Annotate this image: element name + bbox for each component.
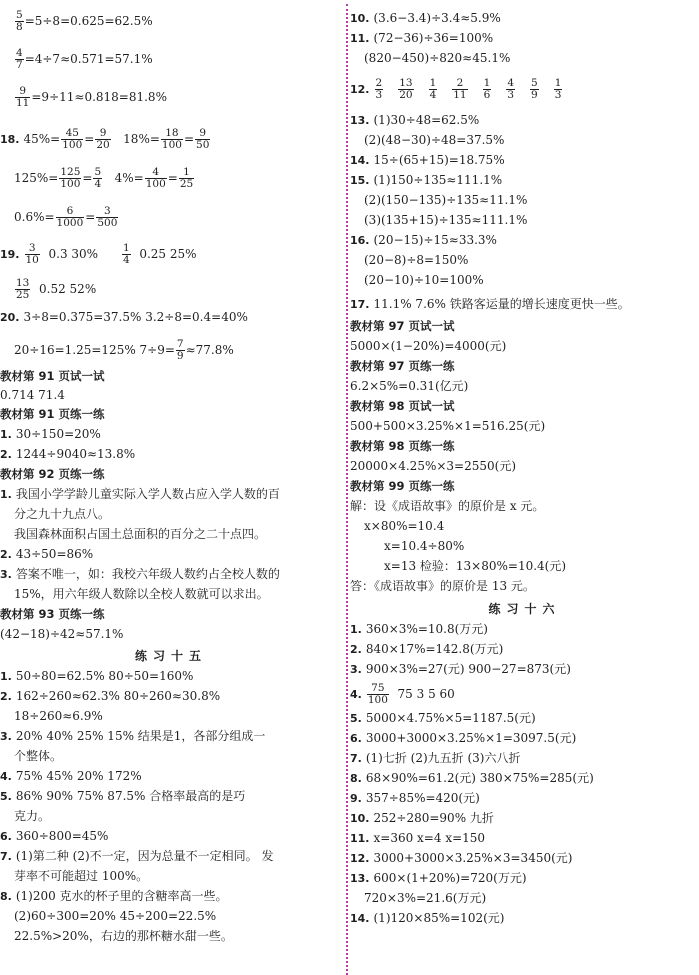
answer-line: x=13 检验：13×80%=10.4(元) xyxy=(384,559,567,573)
answer-line: 2. 162÷260≈62.3% 80÷260≈30.8% xyxy=(0,689,221,703)
answer-line: 8. 68×90%=61.2(元) 380×75%=285(元) xyxy=(350,771,594,785)
answer-line: 9. 357÷85%=420(元) xyxy=(350,791,480,805)
answer-line: 8. (1)200 克水的杯子里的含糖率高一些。 xyxy=(0,889,228,903)
fraction: $\frac{1}{3}$ xyxy=(554,77,562,101)
answer-line: 解：设《成语故事》的原价是 x 元。 xyxy=(350,499,545,513)
answer-line: 芽率不可能超过 100%。 xyxy=(14,869,149,883)
answer-line: x×80%=10.4 xyxy=(364,519,445,533)
section-heading: 教材第 98 页练一练 xyxy=(350,439,455,453)
answer-line: x=10.4÷80% xyxy=(384,539,465,553)
fraction: $\frac{4}{7}$ xyxy=(16,47,23,71)
section-heading: 教材第 91 页练一练 xyxy=(0,407,105,421)
answer-line: $\frac{4}{7}$ =4÷7≈0.571=57.1% xyxy=(16,47,153,71)
answer-line: 4. $\frac{75}{100}$ 75 3 5 60 xyxy=(350,682,455,706)
question-20: 20. 3÷8=0.375=37.5% 3.2÷8=0.4=40% xyxy=(0,310,248,324)
fraction: $\frac{1}{4}$ xyxy=(429,77,437,101)
answer-line: $\frac{5}{8}$ =5÷8=0.625=62.5% xyxy=(16,9,153,33)
answer-line: (3)(135+15)÷135≈111.1% xyxy=(364,213,528,227)
answer-line: 6. 3000+3000×3.25%×1=3097.5(元) xyxy=(350,731,577,745)
answer-line: 1. 我国小学学龄儿童实际入学人数占应入学人数的百 xyxy=(0,487,280,501)
fraction: $\frac{2}{3}$ xyxy=(375,77,383,101)
answer-line: 个整体。 xyxy=(14,749,63,763)
section-heading: 教材第 98 页试一试 xyxy=(350,399,455,413)
answer-line: 14. (1)120×85%=102(元) xyxy=(350,911,505,925)
answer-line: 3. 20% 40% 25% 15% 结果是1，各部分组成一 xyxy=(0,729,266,743)
answer-line: (2)(48−30)÷48=37.5% xyxy=(364,133,505,147)
answer-line: 11. x=360 x=4 x=150 xyxy=(350,831,486,845)
answer-line: 答：《成语故事》的原价是 13 元。 xyxy=(350,579,535,593)
answer-line: (2)60÷300=20% 45÷200=22.5% xyxy=(14,909,217,923)
section-heading: 教材第 93 页练一练 xyxy=(0,607,105,621)
section-heading: 教材第 91 页试一试 xyxy=(0,369,105,383)
fraction: $\frac{5}{9}$ xyxy=(531,77,538,101)
answer-line: 5. 5000×4.75%×5=1187.5(元) xyxy=(350,711,536,725)
answer-line: (42−18)÷42≈57.1% xyxy=(0,627,124,641)
answer-line: 500+500×3.25%×1=516.25(元) xyxy=(350,419,546,433)
answer-line: 11. (72−36)÷36=100% xyxy=(350,31,494,45)
fraction: $\frac{2}{11}$ xyxy=(453,77,467,101)
answer-line: 1. 360×3%=10.8(万元) xyxy=(350,622,488,636)
answer-line: 3. 答案不唯一，如：我校六年级人数约占全校人数的 xyxy=(0,567,280,581)
answer-line: 16. (20−15)÷15≈33.3% xyxy=(350,233,497,247)
section-heading: 教材第 99 页练一练 xyxy=(350,479,455,493)
answer-line: 0.714 71.4 xyxy=(0,388,65,402)
fraction: $\frac{4}{3}$ xyxy=(507,77,514,101)
answer-line: 2. 1244÷9040≈13.8% xyxy=(0,447,136,461)
answer-line: 13. (1)30÷48=62.5% xyxy=(350,113,480,127)
answer-line: (20−10)÷10=100% xyxy=(364,273,484,287)
right-column xyxy=(350,0,699,975)
answer-line: 20÷16=1.25=125% 7÷9= $\frac{7}{9}$ ≈77.8% xyxy=(14,338,234,362)
answer-line: 14. 15÷(65+15)=18.75% xyxy=(350,153,505,167)
answer-line: (820−450)÷820≈45.1% xyxy=(364,51,511,65)
answer-line: 1. 50÷80=62.5% 80÷50=160% xyxy=(0,669,194,683)
left-column xyxy=(0,0,342,975)
section-heading: 教材第 97 页练一练 xyxy=(350,359,455,373)
question-19: 19. $\frac{3}{10}$ 0.3 30% $\frac{1}{4}$ 0.25 25% xyxy=(0,242,197,266)
answer-line: 20000×4.25%×3=2550(元) xyxy=(350,459,516,473)
fraction: $\frac{13}{20}$ xyxy=(399,77,413,101)
question-12: 12. $\frac{2}{3}$ $\frac{13}{20}$ $\frac{1}{4}$ $\frac{2}{11}$ $\frac{1}{6}$ $\frac{4}{3}$ $\frac{5}{9}$ $\frac{1}{3}$ xyxy=(350,77,562,101)
answer-line: 22.5%>20%，右边的那杯糖水甜一些。 xyxy=(14,929,233,943)
answer-line: $\frac{13}{25}$ 0.52 52% xyxy=(16,277,97,301)
answer-line: (20−8)÷8=150% xyxy=(364,253,469,267)
answer-line: 2. 840×17%=142.8(万元) xyxy=(350,642,504,656)
question-18: 18. 45%= $\frac{45}{100}$ = $\frac{9}{20}$ 18%= $\frac{18}{100}$ = $\frac{9}{50}$ xyxy=(0,127,210,151)
answer-line: 5. 86% 90% 75% 87.5% 合格率最高的是巧 xyxy=(0,789,246,803)
answer-line: 6. 360÷800=45% xyxy=(0,829,109,843)
answer-line: 18÷260≈6.9% xyxy=(14,709,103,723)
answer-line: 克力。 xyxy=(14,809,51,823)
answer-line: 13. 600×(1+20%)=720(万元) xyxy=(350,871,527,885)
section-heading: 教材第 92 页练一练 xyxy=(0,467,105,481)
answer-line: 4. 75% 45% 20% 172% xyxy=(0,769,142,783)
fraction: $\frac{9}{11}$ xyxy=(16,85,30,109)
answer-line: 5000×(1−20%)=4000(元) xyxy=(350,339,507,353)
answer-line: 分之九十九点八。 xyxy=(14,507,111,521)
answer-line: 17. 11.1% 7.6% 铁路客运量的增长速度更快一些。 xyxy=(350,297,630,311)
fraction: $\frac{75}{100}$ xyxy=(367,682,388,706)
exercise-title: 练习十五 xyxy=(134,649,207,663)
answer-line: 125%= $\frac{125}{100}$ = $\frac{5}{4}$ 4%= $\frac{4}{100}$ = $\frac{1}{25}$ xyxy=(14,166,194,190)
answer-line: (2)(150−135)÷135≈11.1% xyxy=(364,193,528,207)
answer-line: 10. (3.6−3.4)÷3.4≈5.9% xyxy=(350,11,501,25)
fraction: $\frac{5}{8}$ xyxy=(16,9,23,33)
answer-line: 我国森林面积占国土总面积的百分之二十点四。 xyxy=(14,527,267,541)
section-heading: 教材第 97 页试一试 xyxy=(350,319,455,333)
answer-line: 7. (1)七折 (2)九五折 (3)六八折 xyxy=(350,751,521,765)
answer-line: 7. (1)第二种 (2)不一定，因为总量不一定相同。 发 xyxy=(0,849,274,863)
fraction: $\frac{1}{6}$ xyxy=(483,77,491,101)
answer-line: 15%，用六年级人数除以全校人数就可以求出。 xyxy=(14,587,269,601)
column-divider xyxy=(346,4,348,975)
answer-line: 2. 43÷50=86% xyxy=(0,547,94,561)
answer-line: 15. (1)150÷135≈111.1% xyxy=(350,173,503,187)
answer-line: 3. 900×3%=27(元) 900−27=873(元) xyxy=(350,662,571,676)
answer-line: 12. 3000+3000×3.25%×3=3450(元) xyxy=(350,851,573,865)
answer-line: $\frac{9}{11}$ =9÷11≈0.818=81.8% xyxy=(16,85,167,109)
answer-line: 1. 30÷150=20% xyxy=(0,427,101,441)
answer-line: 10. 252÷280=90% 九折 xyxy=(350,811,494,825)
answer-line: 6.2×5%=0.31(亿元) xyxy=(350,379,469,393)
answer-line: 720×3%=21.6(万元) xyxy=(364,891,487,905)
answer-line: 0.6%= $\frac{6}{1000}$ = $\frac{3}{500}$ xyxy=(14,205,118,229)
exercise-title: 练习十六 xyxy=(488,602,561,616)
